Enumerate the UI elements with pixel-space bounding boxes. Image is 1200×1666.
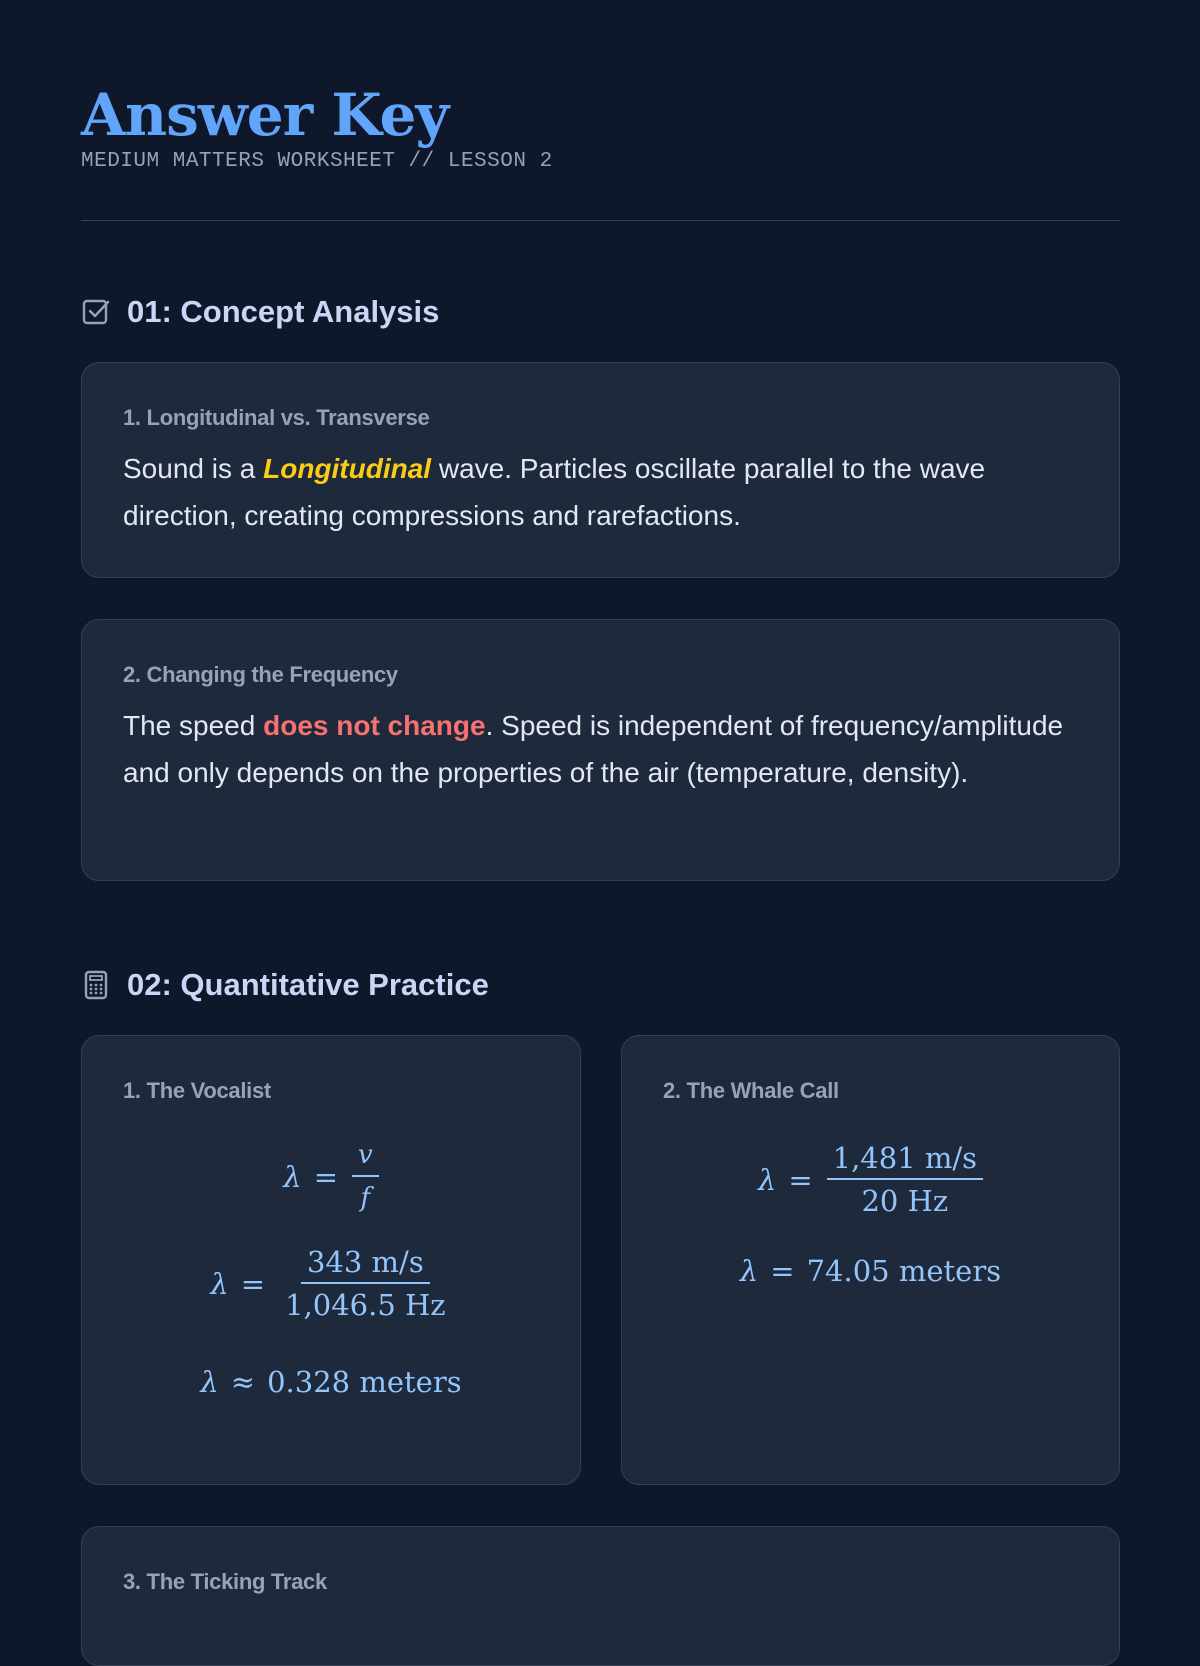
card-label: 2. Changing the Frequency [123,662,398,687]
equation-2 [82,1244,580,1324]
answer-text-part: The speed [123,710,264,741]
eq-operator: = [240,1267,266,1301]
card-label: 1. Longitudinal vs. Transverse [123,405,430,430]
section-title: 02: Quantitative Practice [127,967,489,1002]
eq-operator: = [788,1163,813,1197]
answer-highlight: Longitudinal [263,453,432,484]
eq-numerator: 343 m/s [301,1244,430,1284]
eq-denominator: f [360,1183,371,1213]
eq-operator: ≈ [230,1365,256,1399]
eq-denominator: 20 Hz [861,1184,949,1218]
card-answer-text [123,702,1078,796]
card-label: 3. The Ticking Track [123,1569,327,1594]
answer-highlight: does not change [263,710,486,741]
eq-fraction [827,1140,983,1220]
eq-fraction [352,1137,379,1217]
card-label: 2. The Whale Call [663,1078,839,1103]
eq-numerator: v [352,1137,379,1177]
section-concept-analysis [81,292,439,332]
answer-text-part: wave. Particles oscillate parallel to the wave direction, creating compressions and rarefactions. [123,453,986,531]
card-answer-text [123,445,1078,539]
header-divider [81,220,1120,221]
section-quantitative-practice [81,965,489,1005]
eq-fraction [279,1244,451,1324]
answer-text-part: . Speed is independent of frequency/amplitude and only depends on the properties of the air (temperature, density). [123,710,1064,788]
equation-2 [622,1254,1119,1288]
eq-operator: = [770,1254,795,1288]
calculator-icon [81,970,111,1000]
concept-card-2 [81,619,1120,881]
eq-lhs: λ [210,1267,229,1301]
answer-text-part: Sound is a [123,453,264,484]
eq-numerator: 1,481 m/s [827,1140,983,1180]
card-label: 1. The Vocalist [123,1078,271,1103]
equation-1 [82,1137,580,1217]
equation-1 [622,1140,1119,1220]
eq-lhs: λ [757,1163,777,1197]
section-title: 01: Concept Analysis [127,294,440,329]
problem-card-ticking-track [81,1526,1120,1666]
eq-denominator: 1,046.5 Hz [285,1288,446,1322]
eq-result: 74.05 meters [806,1254,1002,1288]
concept-card-1 [81,362,1120,578]
eq-lhs: λ [200,1365,219,1399]
equation-3 [82,1365,580,1399]
eq-operator: = [313,1160,338,1194]
eq-lhs: λ [739,1254,759,1288]
eq-lhs: λ [283,1160,302,1194]
problem-card-whale [621,1035,1120,1485]
page-title: Answer Key [81,81,449,149]
page-subtitle: MEDIUM MATTERS WORKSHEET // LESSON 2 [81,150,553,173]
eq-result: 0.328 meters [267,1365,462,1399]
checkbox-icon [81,297,111,327]
problem-card-vocalist [81,1035,581,1485]
